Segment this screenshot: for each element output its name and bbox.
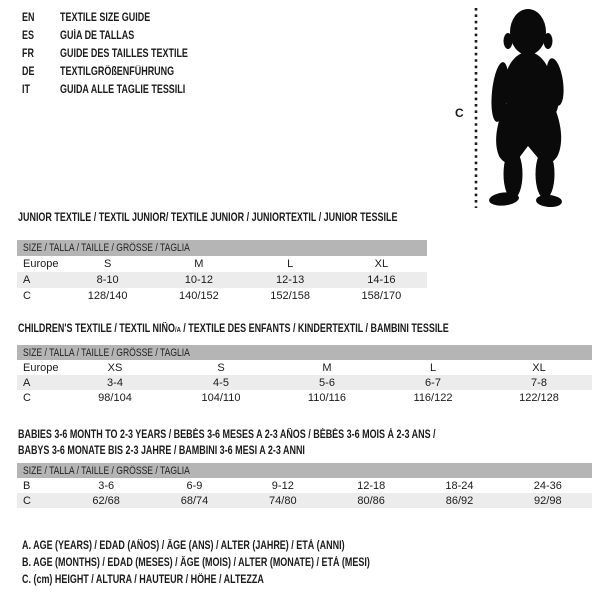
baby-silhouette-shape: [488, 9, 566, 208]
table-row: [17, 272, 427, 288]
language-code: IT: [22, 84, 30, 96]
size-table-babies: [17, 463, 592, 508]
footnotes: [22, 538, 468, 589]
size-value: 3-4: [107, 376, 123, 389]
size-value: S: [217, 361, 225, 374]
section-title-text: BABYS 3-6 MONATE BIS 2-3 JAHRE / BAMBINI 3-6 MESI A 2-3 ANNI: [18, 445, 305, 457]
table-header-bar: [17, 345, 592, 360]
size-value: 6-7: [425, 376, 441, 389]
language-title: GUIDE DES TAILLES TEXTILE: [60, 48, 188, 60]
table-header-label: SIZE / TALLA / TAILLE / GRÖSSE / TAGLIA: [23, 346, 190, 359]
language-title: TEXTILE SIZE GUIDE: [60, 12, 151, 24]
language-row: [22, 45, 224, 63]
size-value: 7-8: [531, 376, 547, 389]
row-label: B: [23, 479, 31, 492]
size-value: 128/140: [87, 290, 128, 302]
title-prefix: CHILDREN'S TEXTILE / TEXTIL NIÑO: [18, 323, 175, 335]
table-header-label: SIZE / TALLA / TAILLE / GRÖSSE / TAGLIA: [23, 464, 190, 477]
table-row: [17, 493, 592, 508]
language-row: [22, 63, 224, 81]
size-value: 6-9: [186, 479, 203, 492]
language-row: [22, 27, 224, 45]
row-label: A: [23, 376, 31, 389]
baby-figure: [450, 0, 600, 215]
language-title: GUÍA DE TALLAS: [60, 30, 135, 42]
size-value: 18-24: [445, 479, 474, 492]
size-value: 9-12: [271, 479, 294, 492]
language-code: EN: [22, 12, 35, 24]
language-code: FR: [22, 48, 34, 60]
size-value: 62/68: [92, 494, 120, 507]
section-title-children: [18, 321, 570, 338]
row-label: Europe: [23, 361, 59, 374]
row-label: C: [23, 290, 31, 302]
row-label: A: [23, 274, 31, 286]
table-header-label: SIZE / TALLA / TAILLE / GRÖSSE / TAGLIA: [23, 242, 190, 254]
section-title-junior: [18, 210, 504, 226]
size-value: M: [194, 258, 204, 270]
size-value: 104/110: [201, 391, 241, 404]
table-row: [17, 288, 427, 304]
row-label: C: [23, 494, 31, 507]
size-value: 122/128: [519, 391, 559, 404]
table-row: [17, 256, 427, 272]
size-value: 12-13: [276, 274, 305, 286]
size-value: 110/116: [307, 391, 347, 404]
size-value: 24-36: [533, 479, 562, 492]
table-row: [17, 478, 592, 493]
table-header-bar: [17, 240, 427, 256]
section-title-babies: [18, 427, 553, 459]
size-value: 92/98: [534, 494, 562, 507]
baby-silhouette-icon: [450, 0, 600, 215]
size-value: XS: [107, 361, 123, 374]
language-code: DE: [22, 66, 35, 78]
size-value: L: [429, 361, 437, 374]
table-row: [17, 390, 592, 405]
size-value: S: [103, 258, 112, 270]
size-value: 116/122: [413, 391, 453, 404]
size-value: XL: [532, 361, 546, 374]
table-header-bar: [17, 463, 592, 478]
size-table-children: [17, 345, 592, 405]
size-value: XL: [374, 258, 389, 270]
language-title: TEXTILGRÖßENFÜHRUNG: [60, 66, 175, 78]
footnote-c: C. (cm) HEIGHT / ALTURA / HAUTEUR / HÖHE / ALTEZZA: [22, 574, 264, 586]
size-value: 98/104: [98, 391, 132, 404]
size-value: 158/170: [361, 290, 402, 302]
section-title-text: JUNIOR TEXTILE / TEXTIL JUNIOR/ TEXTILE JUNIOR / JUNIORTEXTIL / JUNIOR TESSILE: [18, 212, 398, 224]
size-value: 14-16: [367, 274, 396, 286]
section-title-text: [18, 321, 449, 338]
language-row: [22, 81, 224, 99]
language-title: GUIDA ALLE TAGLIE TESSILI: [60, 84, 186, 96]
size-value: 4-5: [213, 376, 229, 389]
footnote-a: A. AGE (YEARS) / EDAD (AÑOS) / ÂGE (ANS) / ALTER (JAHRE) / ETÀ (ANNI): [22, 540, 345, 552]
size-value: 10-12: [184, 274, 213, 286]
size-value: 68/74: [180, 494, 209, 507]
footnote-b: B. AGE (MONTHS) / EDAD (MESES) / ÂGE (MOIS) / ALTER (MONATE) / ETÀ (MESI): [22, 557, 370, 569]
size-value: 12-18: [357, 479, 386, 492]
size-value: 140/152: [178, 290, 219, 302]
size-value: 152/158: [270, 290, 310, 302]
table-row: [17, 375, 592, 390]
size-value: 74/80: [269, 494, 297, 507]
table-row: [17, 360, 592, 375]
size-value: M: [322, 361, 332, 374]
size-value: 5-6: [319, 376, 335, 389]
row-label: C: [23, 391, 31, 404]
section-title-text: BABIES 3-6 MONTH TO 2-3 YEARS / BEBÉS 3-6 MESES A 2-3 AÑOS / BÉBÉS 3-6 MOIS À 2-3 ANS /: [18, 429, 436, 441]
row-label: Europe: [23, 258, 59, 270]
size-value: 80/86: [357, 494, 385, 507]
title-suffix: / TEXTILE DES ENFANTS / KINDERTEXTIL / BAMBINI TESSILE: [180, 323, 449, 335]
height-measure-label: C: [455, 106, 464, 120]
size-value: L: [287, 258, 294, 270]
size-table-junior: [17, 240, 427, 304]
language-row: [22, 9, 224, 27]
language-list: [22, 9, 224, 99]
size-value: 86/92: [445, 494, 474, 507]
title-subscript: /A: [174, 325, 181, 334]
size-value: 3-6: [98, 479, 115, 492]
size-value: 8-10: [96, 274, 119, 286]
language-code: ES: [22, 30, 34, 42]
